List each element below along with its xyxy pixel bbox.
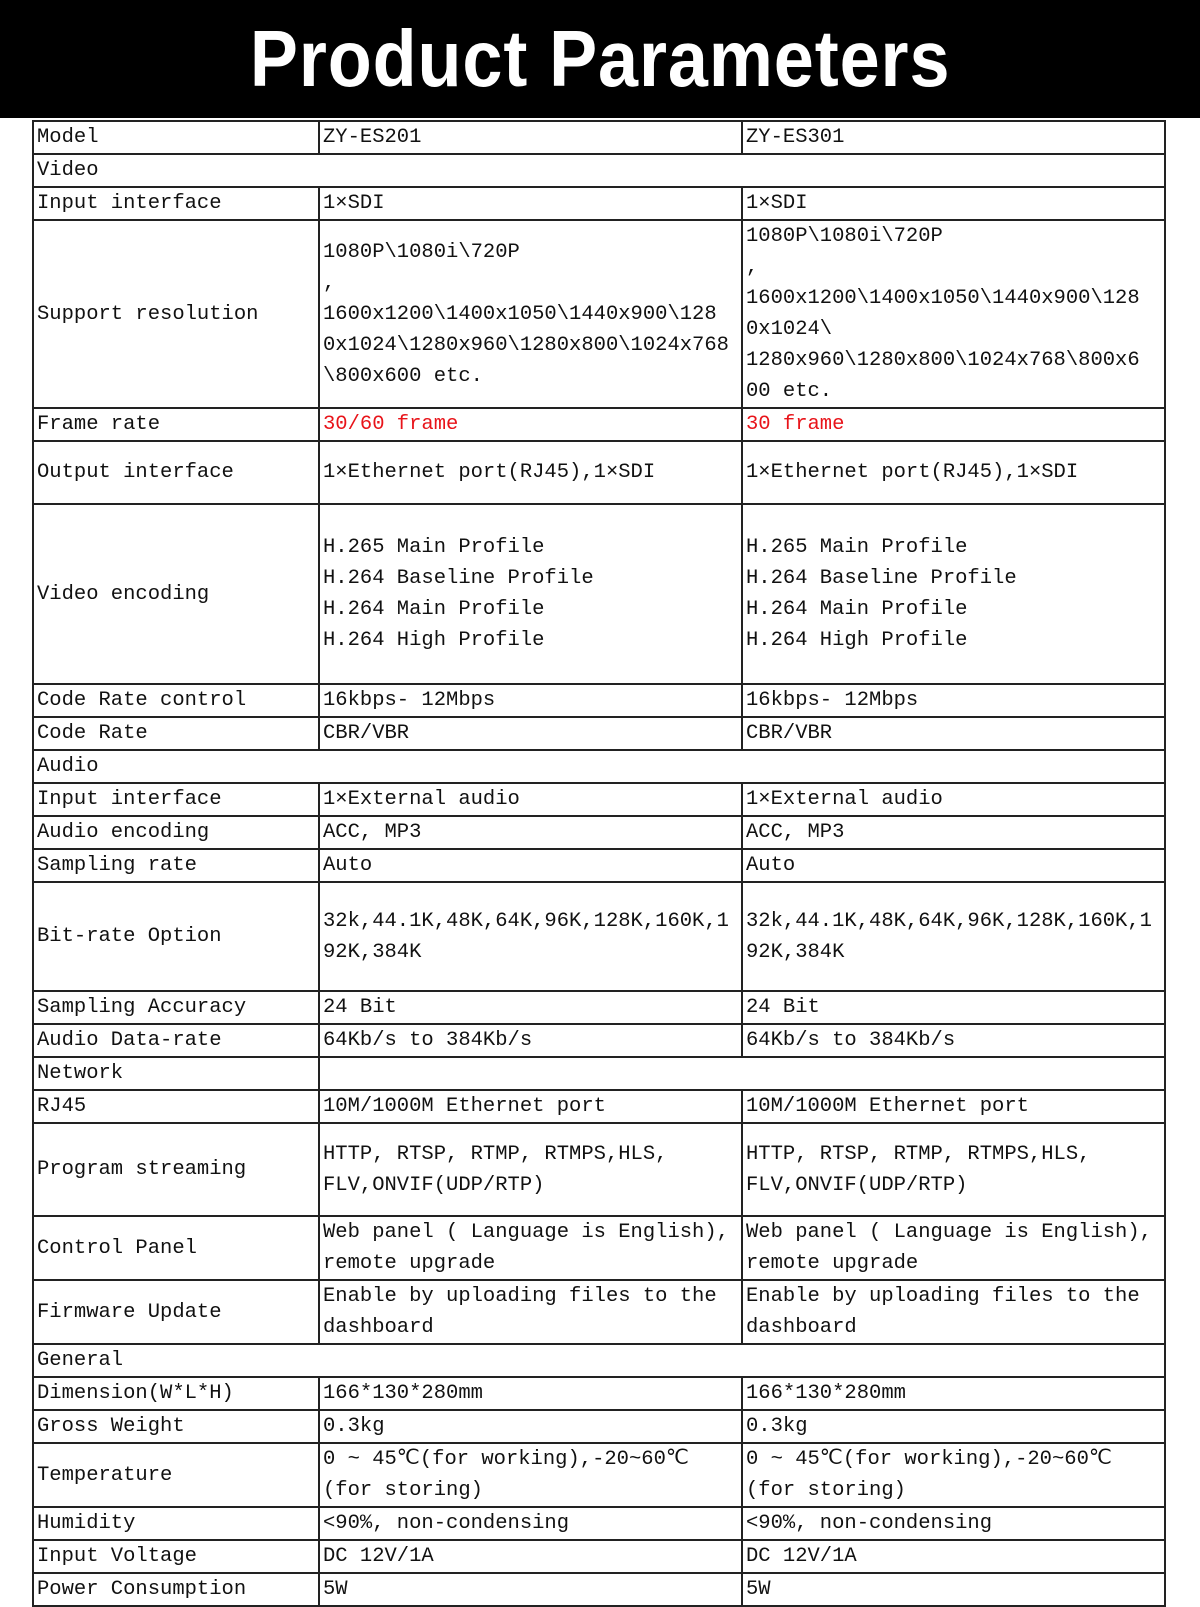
table-row (33, 991, 1165, 1024)
value-zy-es301: 0.3kg (742, 1410, 1165, 1443)
table-row (33, 783, 1165, 816)
table-row (33, 816, 1165, 849)
parameters-table (32, 120, 1166, 1607)
value-zy-es301: ACC, MP3 (742, 816, 1165, 849)
value-zy-es301: HTTP, RTSP, RTMP, RTMPS,HLS, FLV,ONVIF(UDP/RTP) (742, 1123, 1165, 1216)
parameter-label: Audio Data-rate (33, 1024, 319, 1057)
value-zy-es301: ZY-ES301 (742, 121, 1165, 154)
value-zy-es201: ZY-ES201 (319, 121, 742, 154)
value-zy-es201: 16kbps- 12Mbps (319, 684, 742, 717)
value-zy-es201: ACC, MP3 (319, 816, 742, 849)
table-row (33, 1280, 1165, 1344)
table-row (33, 1024, 1165, 1057)
section-heading: General (33, 1344, 1165, 1377)
table-row (33, 1090, 1165, 1123)
value-zy-es201: 1080P\1080i\720P , 1600x1200\1400x1050\1440x900\128 0x1024\1280x960\1280x800\1024x768 \800x600 etc. (319, 220, 742, 408)
value-zy-es301: 1×SDI (742, 187, 1165, 220)
parameter-label: Sampling Accuracy (33, 991, 319, 1024)
parameter-label: Input Voltage (33, 1540, 319, 1573)
value-zy-es301: 16kbps- 12Mbps (742, 684, 1165, 717)
value-zy-es201: 10M/1000M Ethernet port (319, 1090, 742, 1123)
empty-cell (319, 1057, 1165, 1090)
parameter-label: Model (33, 121, 319, 154)
value-zy-es301: DC 12V/1A (742, 1540, 1165, 1573)
value-zy-es301: 64Kb/s to 384Kb/s (742, 1024, 1165, 1057)
table-row (33, 717, 1165, 750)
section-heading: Network (33, 1057, 319, 1090)
section-row (33, 750, 1165, 783)
value-zy-es201: 32k,44.1K,48K,64K,96K,128K,160K,1 92K,384K (319, 882, 742, 991)
value-zy-es201: <90%, non-condensing (319, 1507, 742, 1540)
table-row (33, 408, 1165, 441)
table-row (33, 882, 1165, 991)
value-zy-es201: 0 ~ 45℃(for working),-20~60℃ (for storing) (319, 1443, 742, 1507)
parameter-label: Power Consumption (33, 1573, 319, 1606)
table-row (33, 1573, 1165, 1606)
value-zy-es301: 24 Bit (742, 991, 1165, 1024)
value-zy-es201: DC 12V/1A (319, 1540, 742, 1573)
value-zy-es201: 5W (319, 1573, 742, 1606)
value-zy-es301: 32k,44.1K,48K,64K,96K,128K,160K,1 92K,384K (742, 882, 1165, 991)
parameter-label: Firmware Update (33, 1280, 319, 1344)
parameter-label: Input interface (33, 783, 319, 816)
parameter-label: Frame rate (33, 408, 319, 441)
value-zy-es201: 166*130*280mm (319, 1377, 742, 1410)
table-row (33, 849, 1165, 882)
page-title: Product Parameters (249, 14, 951, 103)
table-row (33, 684, 1165, 717)
table-row (33, 220, 1165, 408)
table-row (33, 187, 1165, 220)
section-row (33, 1344, 1165, 1377)
table-row (33, 441, 1165, 504)
value-zy-es301: 5W (742, 1573, 1165, 1606)
value-zy-es301: 1×Ethernet port(RJ45),1×SDI (742, 441, 1165, 504)
table-row (33, 121, 1165, 154)
parameter-label: Gross Weight (33, 1410, 319, 1443)
parameter-label: Audio encoding (33, 816, 319, 849)
parameter-label: RJ45 (33, 1090, 319, 1123)
parameter-label: Temperature (33, 1443, 319, 1507)
value-zy-es301: 0 ~ 45℃(for working),-20~60℃ (for storing) (742, 1443, 1165, 1507)
parameter-label: Code Rate control (33, 684, 319, 717)
table-row (33, 1377, 1165, 1410)
page-header (0, 0, 1200, 118)
parameter-label: Program streaming (33, 1123, 319, 1216)
parameter-label: Output interface (33, 441, 319, 504)
table-row (33, 1123, 1165, 1216)
value-zy-es201: 1×SDI (319, 187, 742, 220)
value-zy-es201: 1×Ethernet port(RJ45),1×SDI (319, 441, 742, 504)
section-row (33, 154, 1165, 187)
table-row (33, 1507, 1165, 1540)
value-zy-es201: 1×External audio (319, 783, 742, 816)
parameter-label: Bit-rate Option (33, 882, 319, 991)
parameter-label: Control Panel (33, 1216, 319, 1280)
table-row (33, 1216, 1165, 1280)
parameter-label: Dimension(W*L*H) (33, 1377, 319, 1410)
value-zy-es201: 0.3kg (319, 1410, 742, 1443)
parameter-label: Sampling rate (33, 849, 319, 882)
table-row (33, 1410, 1165, 1443)
parameter-label: Video encoding (33, 504, 319, 684)
value-zy-es201: HTTP, RTSP, RTMP, RTMPS,HLS, FLV,ONVIF(UDP/RTP) (319, 1123, 742, 1216)
value-zy-es301: <90%, non-condensing (742, 1507, 1165, 1540)
value-zy-es201: 30/60 frame (319, 408, 742, 441)
value-zy-es201: 64Kb/s to 384Kb/s (319, 1024, 742, 1057)
table-row (33, 1443, 1165, 1507)
parameter-label: Support resolution (33, 220, 319, 408)
parameter-label: Code Rate (33, 717, 319, 750)
parameter-label: Input interface (33, 187, 319, 220)
value-zy-es301: 10M/1000M Ethernet port (742, 1090, 1165, 1123)
value-zy-es301: Auto (742, 849, 1165, 882)
section-heading: Audio (33, 750, 1165, 783)
value-zy-es201: Auto (319, 849, 742, 882)
parameter-label: Humidity (33, 1507, 319, 1540)
section-heading: Video (33, 154, 1165, 187)
value-zy-es301: Web panel ( Language is English), remote upgrade (742, 1216, 1165, 1280)
value-zy-es201: CBR/VBR (319, 717, 742, 750)
value-zy-es301: Enable by uploading files to the dashboard (742, 1280, 1165, 1344)
value-zy-es301: H.265 Main Profile H.264 Baseline Profile H.264 Main Profile H.264 High Profile (742, 504, 1165, 684)
value-zy-es201: Enable by uploading files to the dashboard (319, 1280, 742, 1344)
value-zy-es301: 166*130*280mm (742, 1377, 1165, 1410)
value-zy-es301: CBR/VBR (742, 717, 1165, 750)
value-zy-es301: 1080P\1080i\720P , 1600x1200\1400x1050\1440x900\128 0x1024\ 1280x960\1280x800\1024x768\800x6 00 etc. (742, 220, 1165, 408)
value-zy-es301: 30 frame (742, 408, 1165, 441)
value-zy-es301: 1×External audio (742, 783, 1165, 816)
table-row (33, 1540, 1165, 1573)
value-zy-es201: 24 Bit (319, 991, 742, 1024)
table-row (33, 504, 1165, 684)
value-zy-es201: Web panel ( Language is English), remote upgrade (319, 1216, 742, 1280)
value-zy-es201: H.265 Main Profile H.264 Baseline Profile H.264 Main Profile H.264 High Profile (319, 504, 742, 684)
section-row (33, 1057, 1165, 1090)
